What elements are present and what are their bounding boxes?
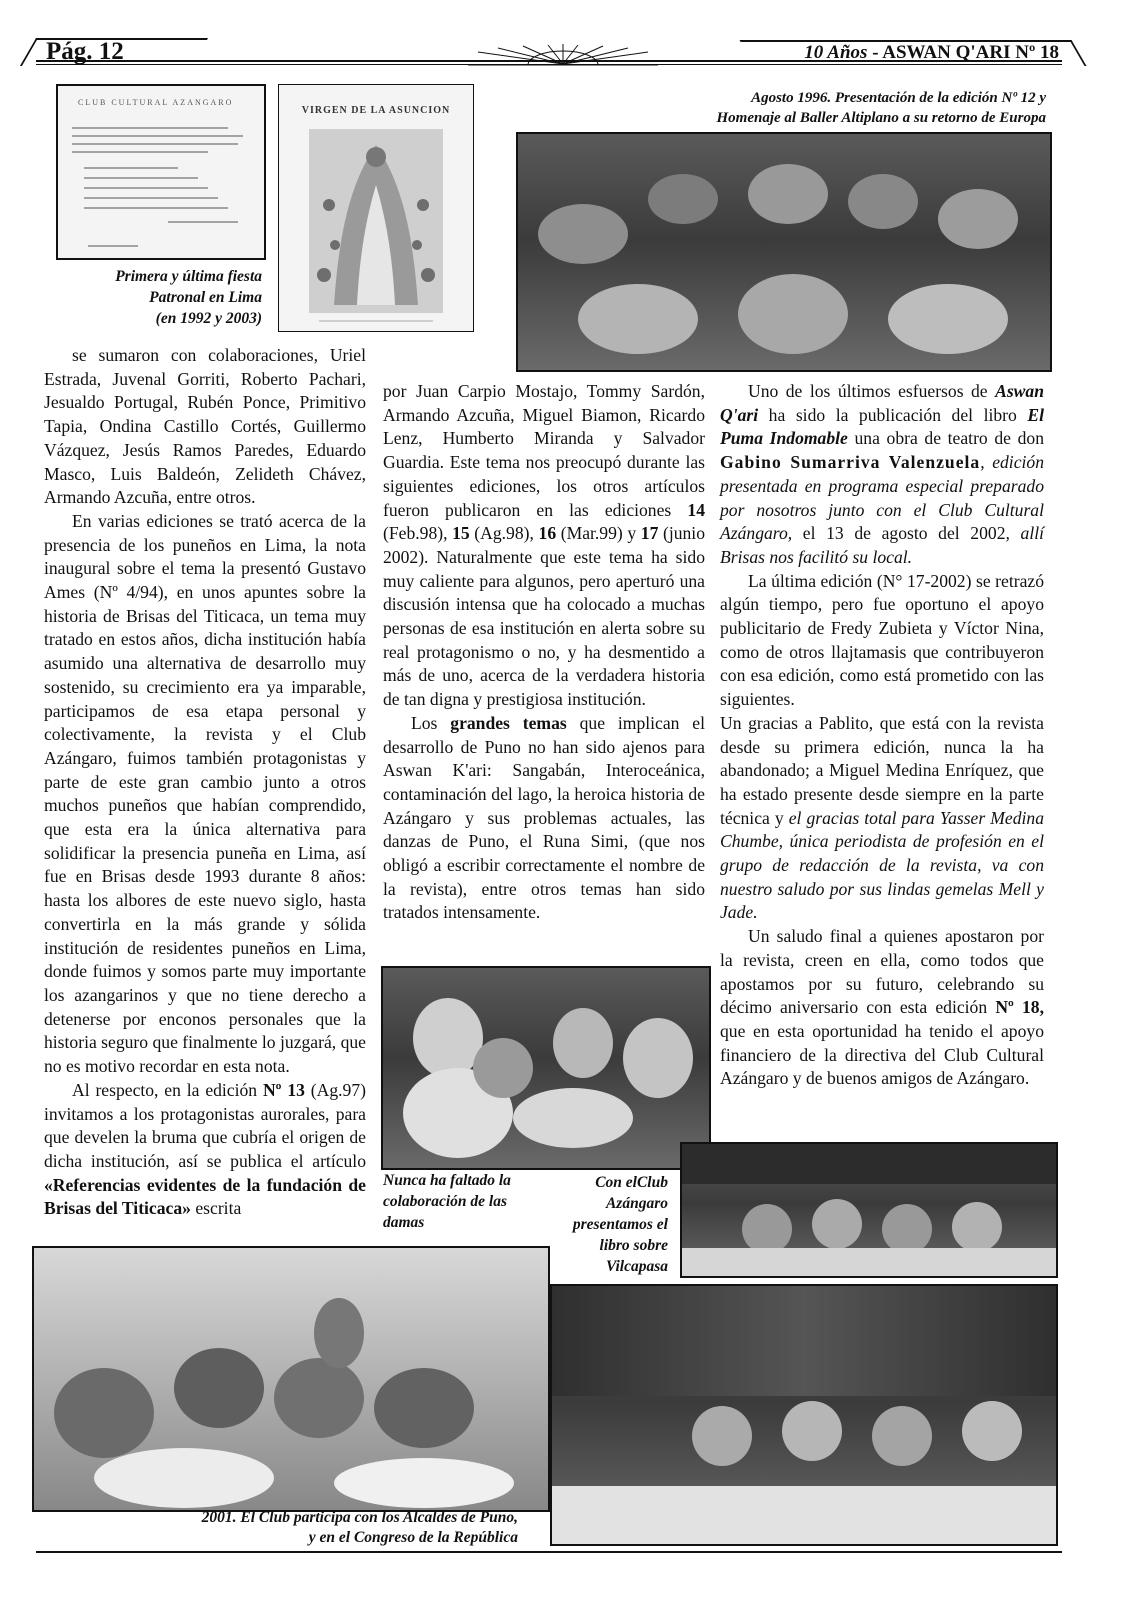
document-heading: CLUB CULTURAL AZANGARO: [78, 98, 234, 107]
alcaldes-caption-line1: 2001. El Club participa con los Alcaldes de Puno,: [201, 1509, 518, 1526]
vilcapasa-caption: [540, 1172, 668, 1277]
author-name: Gabino Sumarriva Valenzuela: [720, 452, 981, 473]
vilcapasa-caption-line1: Con elClub: [595, 1174, 668, 1191]
vilcapasa-caption-line2: Azángaro: [605, 1195, 668, 1212]
page-number: Pág. 12: [46, 38, 124, 65]
issue-years: 10 Años: [804, 42, 868, 63]
damas-caption-line3: damas: [383, 1214, 425, 1231]
text-run-italic: el gracias total para Yasser Medina Chumbe, única periodista de profesión en el grupo de redacción de la revista, va con nuestro saludo por sus lindas gemelas Mell y Jade.: [720, 807, 1045, 923]
magazine-name: Aswan Q'ari: [720, 381, 1044, 425]
text-run: (junio 2002). Naturalmente que este tema ha sido muy caliente para algunos, pero aperturó una discusión intensa que ha colocado a muchas personas de esa institución en alerta sobre su real protagonismo o no, y ha desmentido a más de uno, acerca de la verdadera historia de tan digna y prestigiosa institución.: [383, 523, 705, 710]
text-run: que implican el desarrollo de Puno no han sido ajenos para Aswan K'ari: Sangabán, Interoceánica, contaminación del lago, la heroica historia de Azángaro y sus problemas actuales, las danzas de Puno, el Runa Simi, (que nos obligó a escribir correctamente el nombre de la revista), entre otros temas han sido tratados intensamente.: [383, 712, 705, 923]
col1-paragraph-2: En varias ediciones se trató acerca de la presencia de los puneños en Lima, la nota inaugural sobre el tema la presentó Gustavo Ames (Nº 4/94), en unos apuntes sobre la historia de Brisas del Titicaca, un tema muy tratado en estos años, dicha institución había asumido una alternativa de desarrollo muy sostenido, su crecimiento era ya imparable, participamos de esa etapa personal y colectivamente, la revista y el Club Azángaro, fuimos también protagonistas y parte de este gran cambio junto a otros muchos puneños que habían comprendido, que esta era la única alternativa para solidificar la presencia puneña en Lima, así fue en Brisas desde 1993 durante 8 años: hasta los albores de este nuevo siglo, hasta convertirla en la más grande y sólida institución de residentes puneños en Lima, donde fuimos y somos parte muy importante los azangarinos y que no tiene derecho a detenerse por enconos personales que la historia seguro que finalmente lo juzgará, que no es motivo recordar en esta nota.: [44, 510, 366, 1077]
text-run: ha sido la publicación del libro: [758, 404, 1028, 425]
damas-caption: [383, 1170, 553, 1233]
column-1: [44, 344, 366, 1221]
text-run: (Ag.97) invitamos a los protagonistas aurorales, para que develen la bruma que cubría el origen de dicha institución, así se publica el artículo: [44, 1079, 366, 1171]
text-run-bold: grandes temas: [450, 712, 567, 733]
alcaldes-photo-2001: [32, 1246, 550, 1512]
text-run: que en esta oportunidad ha tenido el apoyo financiero de la directiva del Club Cultural Azángaro y de buenos amigos de Azángaro.: [720, 1020, 1044, 1089]
group-photo-1996: [516, 132, 1052, 372]
alcaldes-caption: [40, 1508, 518, 1548]
vilcapasa-caption-line3: presentamos el: [572, 1216, 668, 1233]
poster-title: VIRGEN DE LA ASUNCION: [301, 105, 451, 116]
vilcapasa-presentation-photo: [680, 1142, 1058, 1278]
edition-16: 16: [538, 523, 557, 544]
col2-paragraph-2: [383, 712, 705, 925]
text-run-bold: Nº 13: [262, 1079, 305, 1100]
alcaldes-caption-line2: y en el Congreso de la República: [308, 1529, 518, 1546]
text-run: Un gracias a Pablito, que está con la revista desde su primera edición, nunca la ha abandonado; a Miguel Medina Enríquez, que ha estado presente desde siempre en la parte técnica y: [720, 712, 1044, 828]
col3-paragraph-4: [720, 925, 1044, 1091]
text-run: Un saludo final a quienes apostaron por la revista, creen en ella, como todos que apostamos por su futuro, celebrando su décimo aniversario con esta edición: [720, 926, 1044, 1018]
congreso-photo: [550, 1284, 1058, 1546]
col2-paragraph-1: [383, 380, 705, 712]
sunburst-ornament: [468, 44, 658, 66]
col1-paragraph-1: se sumaron con colaboraciones, Uriel Estrada, Juvenal Gorriti, Roberto Pachari, Jesualdo Portugal, Rubén Ponce, Primitivo Tapia, Ondina Castillo Cortés, Guillermo Vázquez, Jesús Ramos Paredes, Eduardo Masco, Luis Baldeón, Zelideth Chávez, Armando Azcuña, entre otros.: [44, 345, 366, 508]
vilcapasa-caption-line4: libro sobre: [599, 1237, 668, 1254]
text-run: Los: [411, 712, 451, 733]
edition-17: 17: [640, 523, 659, 544]
edition-14: 14: [687, 499, 705, 520]
text-run-italic: , allí Brisas nos facilitó su local.: [720, 523, 1044, 567]
text-run-italic: , edición presentada en programa especial preparado por nosotros junto con el Club Cultural Azángaro,: [720, 452, 1044, 544]
text-run: el 13 de agosto del 2002: [792, 523, 1006, 544]
text-run: Al respecto, en la edición: [72, 1079, 263, 1100]
virgen-poster-image: [278, 84, 474, 332]
edition-15: 15: [452, 523, 470, 544]
text-run: Uno de los últimos esfuersos de: [748, 381, 996, 401]
text-run: (Mar.99) y: [556, 523, 641, 544]
fiesta-caption: [56, 266, 262, 329]
book-title: El Puma Indomable: [720, 404, 1044, 449]
vilcapasa-caption-line5: Vilcapasa: [605, 1258, 668, 1275]
col3-paragraph-2: La última edición (N° 17-2002) se retrazó algún tiempo, pero fue oportuno el apoyo publicitario de Fredy Zubieta y Víctor Nina, como de otros llajtamasis que contribuyeron con esa edición, como está prometido con las siguientes.: [720, 570, 1044, 710]
damas-caption-line1: Nunca ha faltado la: [383, 1172, 511, 1189]
text-run: (Ag.98),: [469, 523, 539, 544]
col3-paragraph-1: [720, 380, 1044, 570]
column-2: [383, 380, 705, 925]
virgen-figure-icon: [279, 85, 473, 331]
club-document-image: [56, 84, 266, 260]
text-run: por Juan Carpio Mostajo, Tommy Sardón, Armando Azcuña, Miguel Biamon, Ricardo Lenz, Humberto Miranda y Salvador Guardia. Este tema nos preocupó durante las siguientes ediciones, los otros artículos fueron publicaron en las ediciones: [383, 381, 705, 520]
presentation-caption-line2: Homenaje al Baller Altiplano a su retorno de Europa: [716, 110, 1046, 126]
text-run: (Feb.98),: [383, 523, 453, 544]
text-run: escrita: [190, 1198, 242, 1219]
presentation-caption: [560, 88, 1046, 128]
fiesta-caption-line2: Patronal en Lima: [149, 289, 262, 306]
issue-title: [804, 42, 1059, 64]
fiesta-caption-line1: Primera y última fiesta: [115, 268, 262, 285]
damas-caption-line2: colaboración de las: [383, 1193, 507, 1210]
col1-paragraph-3: [44, 1079, 366, 1221]
damas-photo: [381, 966, 711, 1170]
footer-rule: [36, 1551, 1062, 1553]
text-run-bold: Nº 18,: [995, 997, 1044, 1018]
col3-paragraph-3: [720, 712, 1044, 925]
article-title: «Referencias evidentes de la fundación de Brisas del Titicaca»: [44, 1174, 366, 1219]
issue-name: - ASWAN Q'ARI Nº 18: [867, 42, 1059, 63]
document-text-lines: [58, 86, 264, 258]
text-run: una obra de teatro de don: [847, 428, 1044, 449]
presentation-caption-line1: Agosto 1996. Presentación de la edición Nº 12 y: [751, 90, 1046, 106]
fiesta-caption-line3: (en 1992 y 2003): [155, 310, 262, 327]
column-3: [720, 380, 1044, 1091]
